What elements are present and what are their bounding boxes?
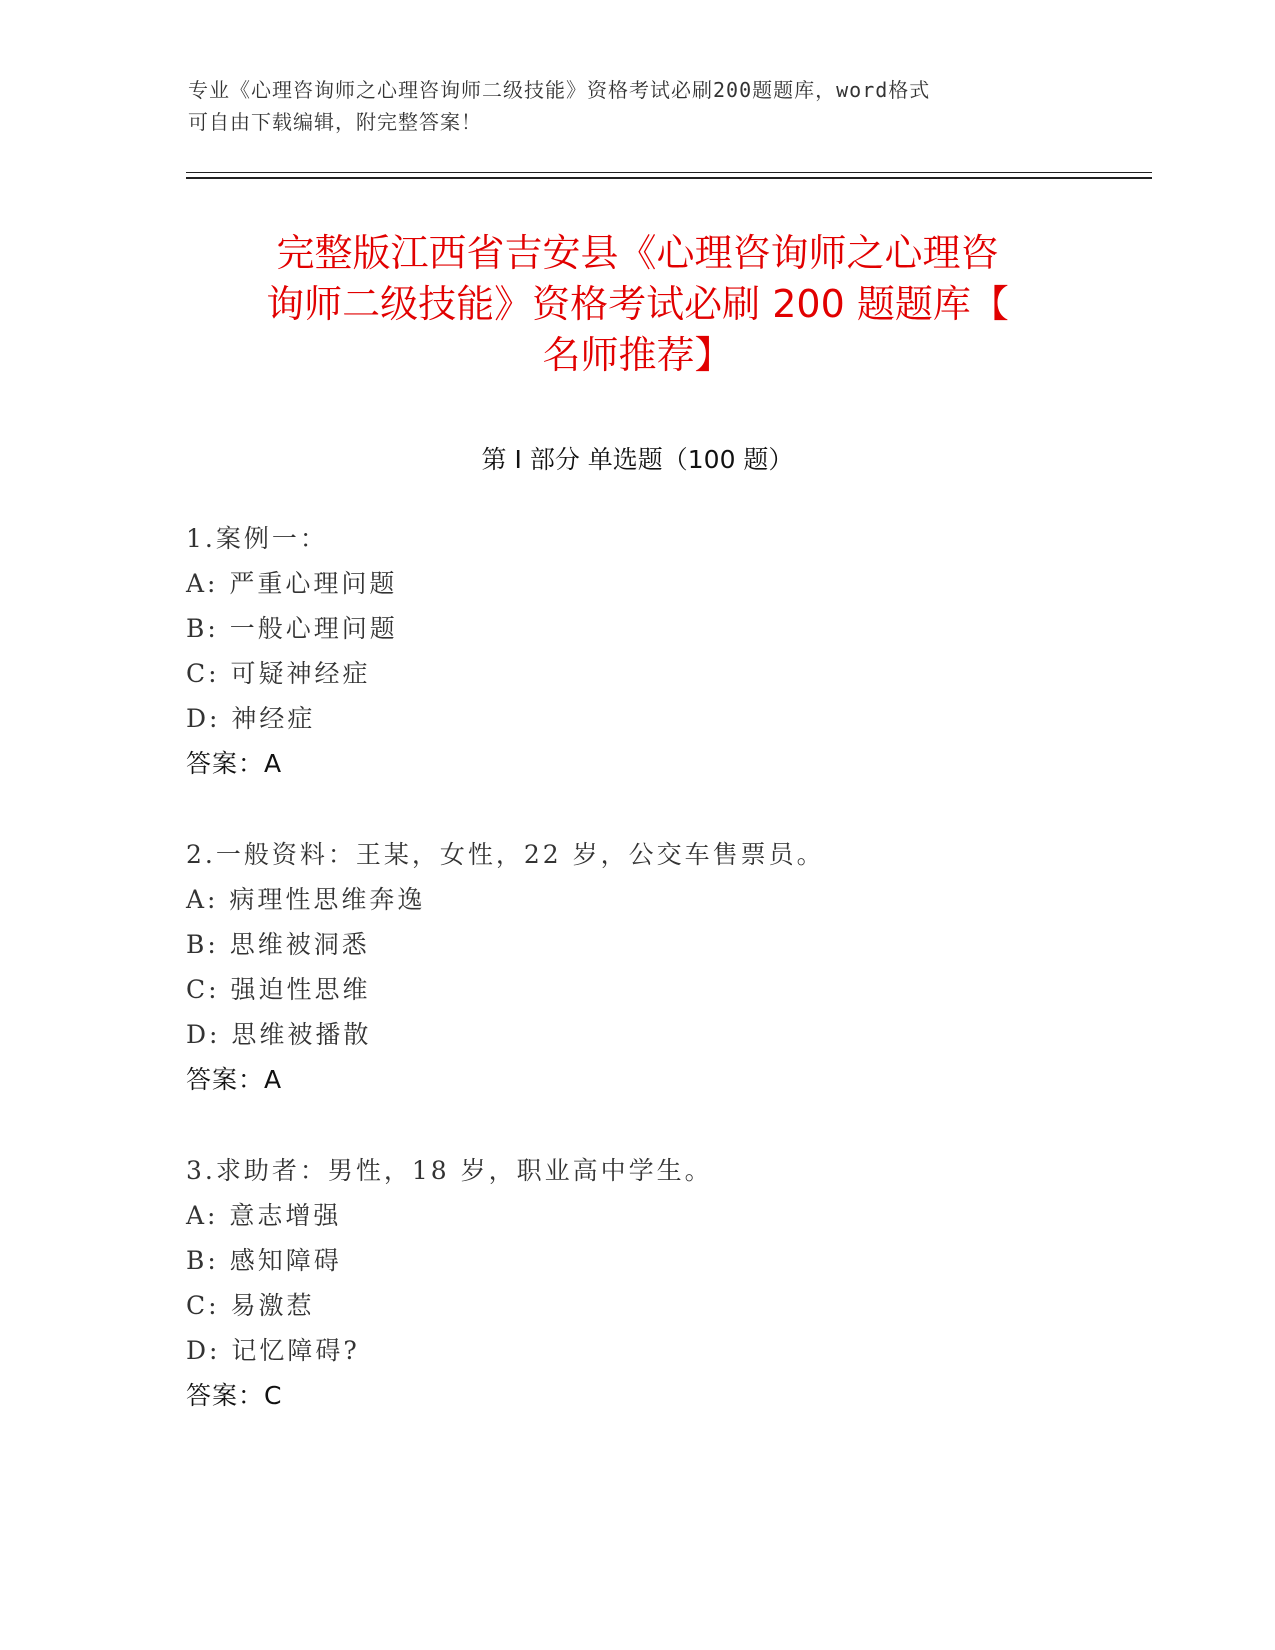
option-a: A: 意志增强: [186, 1201, 342, 1230]
document-title: [150, 228, 1125, 381]
title-line-1: 完整版江西省吉安县《心理咨询师之心理咨: [276, 231, 999, 275]
question-item: [186, 516, 1146, 786]
option-c: C: 强迫性思维: [186, 975, 371, 1004]
question-stem: 3.求助者：男性，18 岁，职业高中学生。: [186, 1156, 713, 1185]
option-d: D: 思维被播散: [186, 1020, 372, 1049]
option-b: B: 感知障碍: [186, 1246, 342, 1275]
title-line-2: 询师二级技能》资格考试必刷 200 题题库【: [266, 282, 1009, 326]
question-stem: 1.案例一：: [186, 524, 328, 553]
answer-label: 答案：A: [186, 749, 283, 778]
header-divider-thick: [186, 177, 1152, 179]
document-header-note: [188, 74, 1068, 138]
option-a: A: 严重心理问题: [186, 569, 398, 598]
title-line-3: 名师推荐】: [542, 333, 733, 377]
option-a: A: 病理性思维奔逸: [186, 885, 426, 914]
section-heading: 第 I 部分 单选题（100 题）: [481, 445, 794, 474]
question-item: [186, 832, 1146, 1102]
option-d: D: 神经症: [186, 704, 316, 733]
option-d: D: 记忆障碍?: [186, 1336, 360, 1365]
option-c: C: 可疑神经症: [186, 659, 371, 688]
question-item: [186, 1148, 1146, 1418]
answer-label: 答案：C: [186, 1381, 283, 1410]
option-c: C: 易激惹: [186, 1291, 315, 1320]
header-note-line-1: 专业《心理咨询师之心理咨询师二级技能》资格考试必刷200题题库，word格式: [188, 78, 931, 102]
answer-label: 答案：A: [186, 1065, 283, 1094]
question-stem: 2.一般资料：王某，女性，22 岁，公交车售票员。: [186, 840, 825, 869]
header-note-line-2: 可自由下载编辑，附完整答案！: [188, 110, 482, 134]
option-b: B: 一般心理问题: [186, 614, 398, 643]
option-b: B: 思维被洞悉: [186, 930, 370, 959]
header-divider-thin: [186, 172, 1152, 173]
